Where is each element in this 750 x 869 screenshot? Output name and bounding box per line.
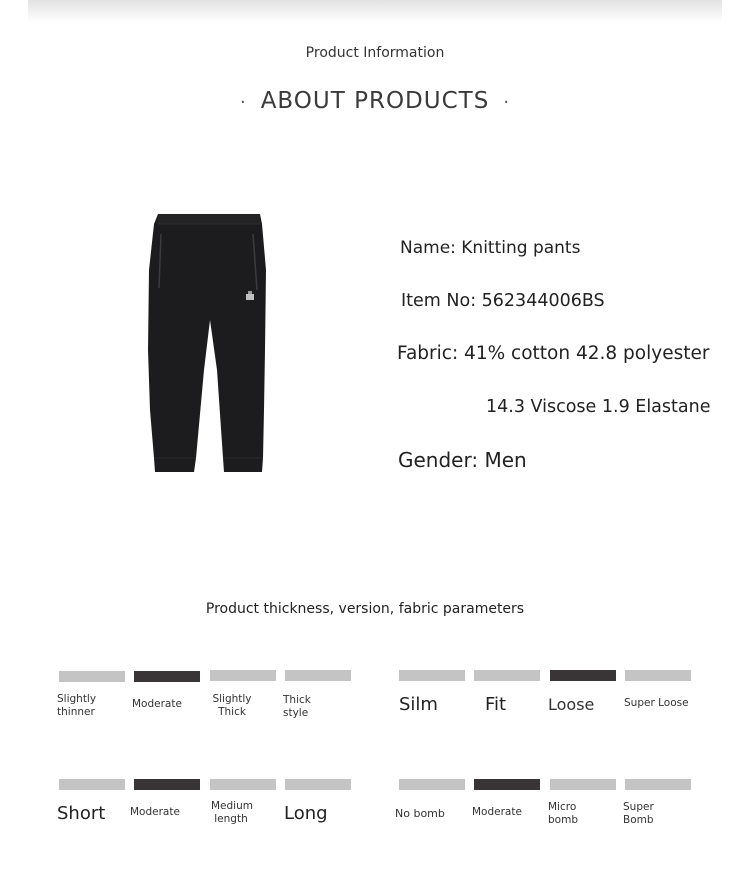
length-label-4: Long [284,803,328,824]
thickness-bar-2-selected [134,671,200,682]
version-label-4: Super Loose [624,697,689,709]
pants-image-icon [144,210,270,476]
title-text: ABOUT PRODUCTS [260,88,490,114]
length-bar-2-selected [134,779,200,790]
length-label-3: Medium length [211,800,253,825]
thickness-label-2: Moderate [132,698,182,710]
parameters-caption: Product thickness, version, fabric parameters [205,601,525,617]
version-label-2: Fit [485,694,507,715]
length-bar-1 [59,779,125,790]
thickness-label-1: Slightly thinner [57,693,97,718]
section-title [0,88,750,114]
elasticity-label-4: Super Bomb [623,801,654,826]
length-bar-3 [210,779,276,790]
version-label-1: Silm [399,694,438,715]
version-bar-4 [625,670,691,681]
thickness-bar-1 [59,671,125,682]
length-bar-4 [285,779,351,790]
spec-gender: Gender: Men [398,448,527,472]
elasticity-bar-1 [399,779,465,790]
elasticity-bar-4 [625,779,691,790]
thickness-bar-3 [210,670,276,681]
elasticity-label-1: No bomb [395,807,445,820]
spec-fabric: Fabric: 41% cotton 42.8 polyester [397,343,710,364]
length-label-1: Short [57,803,106,824]
title-dot-left: · [239,92,247,113]
version-bar-2 [474,670,540,681]
thickness-label-3: Slightly Thick [212,693,252,718]
elasticity-bar-3 [550,779,616,790]
version-bar-1 [399,670,465,681]
elasticity-label-2: Moderate [472,806,522,818]
spec-item-no: Item No: 562344006BS [401,291,605,311]
section-subtitle: Product Information [305,45,445,61]
version-label-3: Loose [548,695,595,714]
spec-name: Name: Knitting pants [400,238,581,258]
product-image [144,210,270,476]
title-dot-right: · [503,92,511,113]
spec-fabric-continued: 14.3 Viscose 1.9 Elastane [486,397,711,417]
length-label-2: Moderate [130,806,180,818]
elasticity-bar-2-selected [474,779,540,790]
thickness-label-4: Thick style [283,694,311,719]
thickness-bar-4 [285,670,351,681]
version-bar-3-selected [550,670,616,681]
elasticity-label-3: Micro bomb [548,801,578,826]
top-banner-shadow [28,0,722,22]
